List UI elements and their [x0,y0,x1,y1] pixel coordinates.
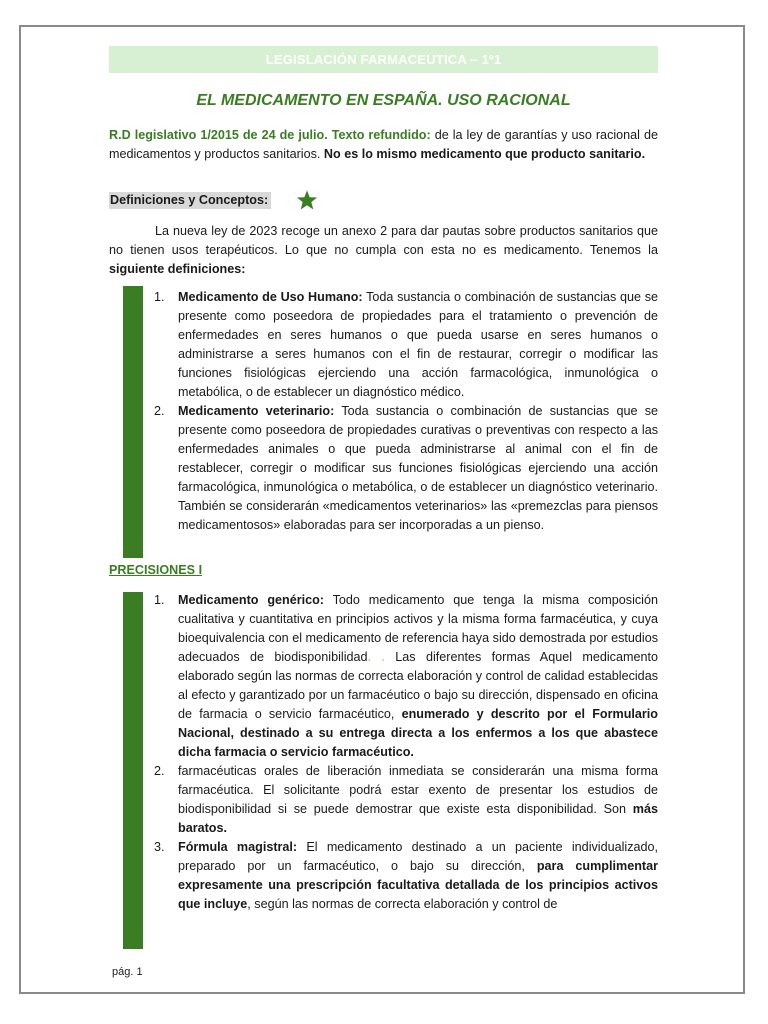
definitions-heading: Definiciones y Conceptos: [109,192,271,209]
item-number: 2. [154,404,165,418]
item-number: 3. [154,840,165,854]
definitions-accent-bar [123,286,143,558]
item-text: Toda sustancia o combinación de sustancias que se presente como poseedora de propiedades para el tratamiento o prevención de enfermedades en seres humanos o que pueda usarse en seres humanos o administrarse a seres humanos con el fin de restaurar, corregir o modificar las funciones fisiológicas ejerciendo una acción farmacológica, inmunológica o metabólica, o de establecer un diagnóstico médico. [178,290,658,399]
definitions-paragraph [109,222,658,279]
item-term: Medicamento genérico: [178,593,325,607]
header-band: LEGISLACIÓN FARMACEUTICA – 1º1 [109,46,658,73]
list-item [154,838,658,914]
precisiones-list [154,591,658,914]
page-number: pág. 1 [112,966,143,978]
item-text-continued: , según las normas de correcta elaboración y control de [247,897,558,911]
intro-bold: No es lo mismo medicamento que producto sanitario. [323,147,646,161]
item-term: Fórmula magistral: [178,840,298,854]
item-bold: enumerado y descrito por el Formulario Nacional, destinado a su entrega directa a los enfermos a los que abastece dicha farmacia o servicio farmacéutico. [178,707,658,759]
item-bold: más baratos. [178,802,658,835]
item-text: farmacéuticas orales de liberación inmediata se considerarán una misma forma farmacéutica. El solicitante podrá estar exento de presentar los estudios de biodisponibilidad si se puede demostrar que existe esta disponibilidad. Son [178,764,658,816]
list-item [154,591,658,762]
item-dots: . . [367,650,385,664]
item-term: Medicamento de Uso Humano: [178,290,363,304]
item-text: El medicamento destinado a un paciente individualizado, preparado por un farmacéutico, o bajo su dirección, [178,840,658,873]
intro-paragraph [109,126,658,164]
definitions-text: La nueva ley de 2023 recoge un anexo 2 para dar pautas sobre productos sanitarios que no tienen usos terapéuticos. Lo que no cumpla con esta no es medicamento. Tenemos la [109,224,658,257]
list-item [154,762,658,838]
item-term: Medicamento veterinario: [178,404,335,418]
precisiones-heading: PRECISIONES I [109,563,203,577]
item-number: 2. [154,764,165,778]
item-text: Todo medicamento que tenga la misma composición cualitativa y cuantitativa en principios activos y la misma forma farmacéutica, y cuya bioequivalencia con el medicamento de referencia haya sido demostrada por estudios adecuados de biodisponibilidad [178,593,658,664]
item-text-continued: Las diferentes formas Aquel medicamento elaborado según las normas de correcta elaboración y control de calidad establecidas al efecto y garantizado por un farmacéutico o bajo su dirección, dispensado en oficina de farmacia o servicio farmacéutico, [178,650,658,721]
document-title: EL MEDICAMENTO EN ESPAÑA. USO RACIONAL [196,92,571,109]
intro-lead: R.D legislativo 1/2015 de 24 de julio. Texto refundido: [109,128,431,142]
definitions-list [154,288,658,535]
star-icon [296,189,318,211]
list-item [154,402,658,535]
item-number: 1. [154,593,165,607]
item-number: 1. [154,290,165,304]
intro-text: de la ley de garantías y uso racional de medicamentos y productos sanitarios. [109,128,658,161]
item-text: Toda sustancia o combinación de sustancias que se presente como poseedora de propiedades curativas o preventivas con respecto a las enfermedades animales o que pueda administrarse al animal con el fin de restablecer, corregir o modificar sus funciones fisiológicas ejerciendo una acción farmacológica, inmunológica o metabólica, o de establecer un diagnóstico veterinario. También se considerarán «medicamentos veterinarios» las «premezclas para piensos medicamentosos» elaboradas para ser incorporadas a un pienso. [178,404,658,532]
item-bold: para cumplimentar expresamente una prescripción facultativa detallada de los principios activos que incluye [178,859,658,911]
definitions-bold: siguiente definiciones: [109,262,246,276]
precisiones-accent-bar [123,592,143,949]
list-item [154,288,658,402]
